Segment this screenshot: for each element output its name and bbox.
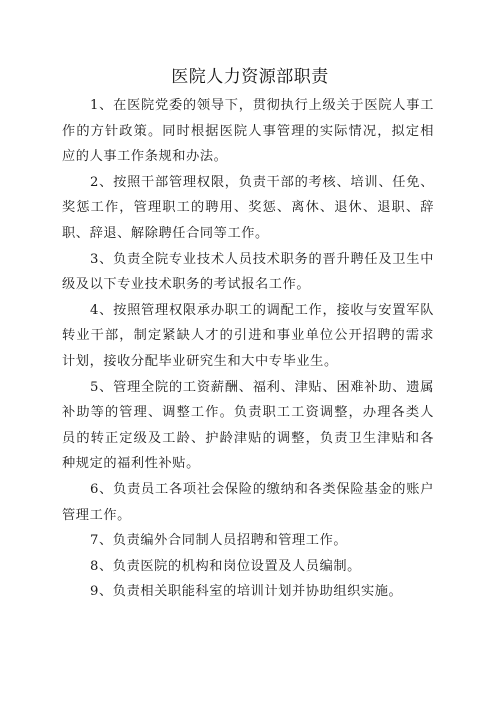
- duty-paragraph-3: 3、负责全院专业技术人员技术职务的晋升聘任及卫生中级及以下专业技术职务的考试报名工作。: [62, 251, 434, 293]
- document-body: [62, 93, 434, 605]
- duty-paragraph-4: 4、按照管理权限承办职工的调配工作，接收与安置军队转业干部，制定紧缺人才的引进和事业单位公开招聘的需求计划，接收分配毕业研究生和大中专毕业生。: [62, 302, 434, 369]
- duty-paragraph-6: 6、负责员工各项社会保险的缴纳和各类保险基金的账户管理工作。: [62, 481, 434, 523]
- document-title: 医院人力资源部职责: [171, 67, 329, 87]
- duty-paragraph-2: 2、按照干部管理权限，负责干部的考核、培训、任免、奖惩工作，管理职工的聘用、奖惩、离休、退休、退职、辞职、辞退、解除聘任合同等工作。: [62, 174, 434, 241]
- duty-paragraph-9: 9、负责相关职能科室的培训计划并协助组织实施。: [90, 584, 403, 600]
- duty-paragraph-7: 7、负责编外合同制人员招聘和管理工作。: [90, 533, 348, 549]
- duty-paragraph-5: 5、管理全院的工资薪酬、福利、津贴、困难补助、遗属补助等的管理、调整工作。负责职工工资调整，办理各类人员的转正定级及工龄、护龄津贴的调整，负责卫生津贴和各种规定的福利性补贴。: [62, 379, 434, 472]
- duty-paragraph-8: 8、负责医院的机构和岗位设置及人员编制。: [90, 558, 361, 574]
- duty-paragraph-1: 1、在医院党委的领导下，贯彻执行上级关于医院人事工作的方针政策。同时根据医院人事管理的实际情况，拟定相应的人事工作条规和办法。: [62, 98, 434, 165]
